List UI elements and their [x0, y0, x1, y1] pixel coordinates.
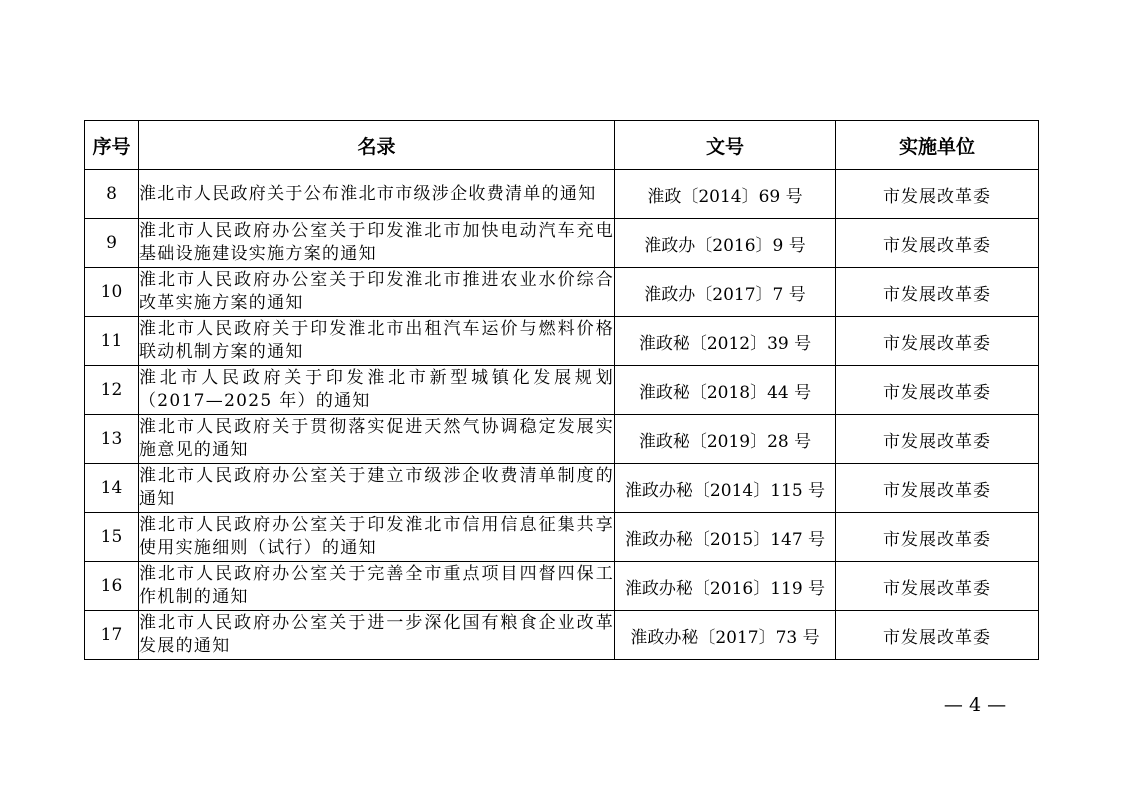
cell-name: 淮北市人民政府办公室关于进一步深化国有粮食企业改革发展的通知	[139, 611, 615, 660]
cell-serial-number: 16	[85, 562, 139, 611]
cell-document-number: 淮政办秘〔2017〕73 号	[615, 611, 836, 660]
cell-serial-number: 10	[85, 268, 139, 317]
table-row	[85, 366, 1039, 415]
cell-document-number: 淮政办秘〔2016〕119 号	[615, 562, 836, 611]
cell-serial-number: 14	[85, 464, 139, 513]
cell-implementing-unit: 市发展改革委	[836, 415, 1039, 464]
header-name: 名录	[139, 121, 615, 170]
cell-document-number: 淮政秘〔2012〕39 号	[615, 317, 836, 366]
cell-name: 淮北市人民政府关于印发淮北市新型城镇化发展规划（2017—2025 年）的通知	[139, 366, 615, 415]
cell-implementing-unit: 市发展改革委	[836, 366, 1039, 415]
table-row	[85, 170, 1039, 219]
table-row	[85, 317, 1039, 366]
cell-name: 淮北市人民政府办公室关于印发淮北市推进农业水价综合改革实施方案的通知	[139, 268, 615, 317]
cell-name: 淮北市人民政府关于印发淮北市出租汽车运价与燃料价格联动机制方案的通知	[139, 317, 615, 366]
cell-implementing-unit: 市发展改革委	[836, 562, 1039, 611]
cell-serial-number: 8	[85, 170, 139, 219]
cell-name: 淮北市人民政府办公室关于印发淮北市加快电动汽车充电基础设施建设实施方案的通知	[139, 219, 615, 268]
header-serial-number: 序号	[85, 121, 139, 170]
table-row	[85, 513, 1039, 562]
catalog-table	[84, 120, 1039, 660]
table-row	[85, 268, 1039, 317]
cell-serial-number: 15	[85, 513, 139, 562]
table-row	[85, 219, 1039, 268]
cell-serial-number: 12	[85, 366, 139, 415]
table-row	[85, 464, 1039, 513]
cell-name: 淮北市人民政府关于公布淮北市市级涉企收费清单的通知	[139, 170, 615, 219]
table-row	[85, 611, 1039, 660]
cell-document-number: 淮政办〔2016〕9 号	[615, 219, 836, 268]
cell-implementing-unit: 市发展改革委	[836, 464, 1039, 513]
cell-name: 淮北市人民政府办公室关于印发淮北市信用信息征集共享使用实施细则（试行）的通知	[139, 513, 615, 562]
cell-implementing-unit: 市发展改革委	[836, 611, 1039, 660]
cell-implementing-unit: 市发展改革委	[836, 268, 1039, 317]
cell-name: 淮北市人民政府关于贯彻落实促进天然气协调稳定发展实施意见的通知	[139, 415, 615, 464]
cell-serial-number: 13	[85, 415, 139, 464]
header-document-number: 文号	[615, 121, 836, 170]
cell-document-number: 淮政办秘〔2014〕115 号	[615, 464, 836, 513]
cell-serial-number: 9	[85, 219, 139, 268]
cell-document-number: 淮政秘〔2019〕28 号	[615, 415, 836, 464]
cell-document-number: 淮政办秘〔2015〕147 号	[615, 513, 836, 562]
cell-serial-number: 17	[85, 611, 139, 660]
header-implementing-unit: 实施单位	[836, 121, 1039, 170]
page-number: — 4 —	[943, 694, 1007, 716]
table-row	[85, 415, 1039, 464]
cell-implementing-unit: 市发展改革委	[836, 513, 1039, 562]
cell-name: 淮北市人民政府办公室关于建立市级涉企收费清单制度的通知	[139, 464, 615, 513]
cell-serial-number: 11	[85, 317, 139, 366]
cell-document-number: 淮政办〔2017〕7 号	[615, 268, 836, 317]
table-header-row	[85, 121, 1039, 170]
table-row	[85, 562, 1039, 611]
cell-implementing-unit: 市发展改革委	[836, 170, 1039, 219]
cell-implementing-unit: 市发展改革委	[836, 219, 1039, 268]
cell-document-number: 淮政〔2014〕69 号	[615, 170, 836, 219]
cell-name: 淮北市人民政府办公室关于完善全市重点项目四督四保工作机制的通知	[139, 562, 615, 611]
cell-document-number: 淮政秘〔2018〕44 号	[615, 366, 836, 415]
cell-implementing-unit: 市发展改革委	[836, 317, 1039, 366]
